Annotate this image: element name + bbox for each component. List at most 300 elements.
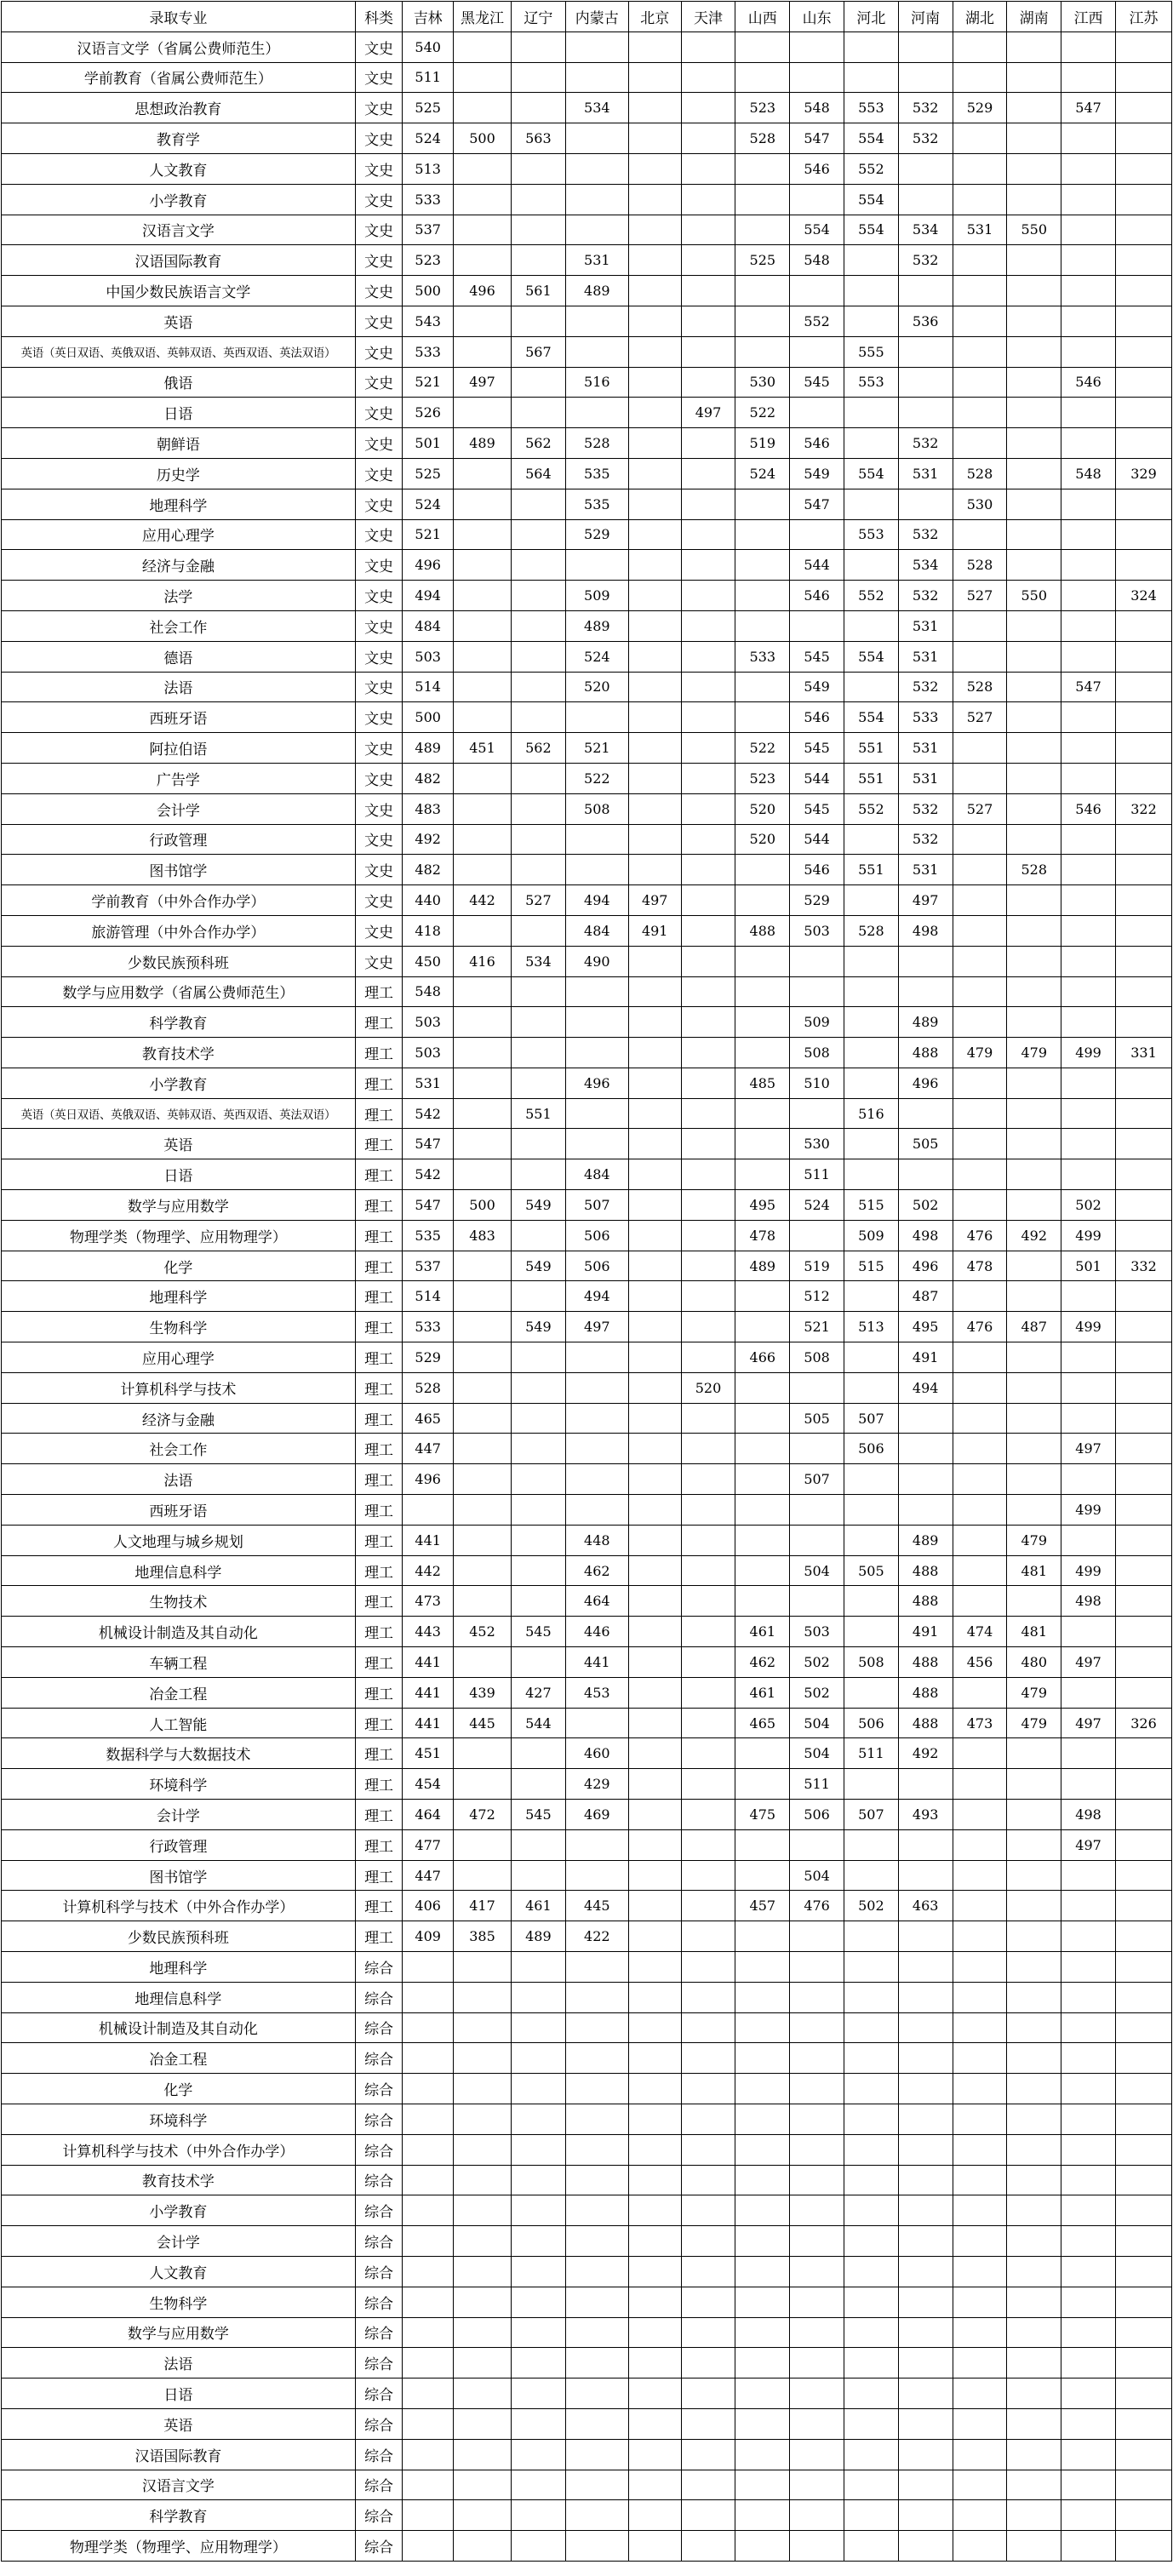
- major-cell: 科学教育: [2, 2500, 356, 2531]
- score-cell: [735, 702, 790, 733]
- score-cell: [681, 1769, 735, 1800]
- score-cell: [844, 2012, 898, 2043]
- score-cell: 505: [898, 1129, 953, 1159]
- score-cell: [628, 1769, 681, 1800]
- major-cell: 化学: [2, 2074, 356, 2104]
- score-cell: 499: [1061, 1495, 1116, 1526]
- score-cell: [1061, 306, 1116, 336]
- major-cell: 汉语言文学: [2, 2470, 356, 2500]
- score-cell: 532: [898, 672, 953, 702]
- score-cell: 447: [403, 1434, 454, 1464]
- column-header-province: 内蒙古: [565, 2, 628, 32]
- score-cell: [1061, 1464, 1116, 1495]
- score-cell: [454, 153, 512, 184]
- score-cell: [1007, 1372, 1061, 1403]
- score-cell: [844, 1068, 898, 1098]
- score-cell: [628, 1708, 681, 1738]
- score-cell: [1007, 489, 1061, 519]
- score-cell: [681, 1982, 735, 2012]
- score-cell: [1115, 1495, 1171, 1526]
- score-cell: [1115, 276, 1171, 306]
- score-cell: [681, 2134, 735, 2165]
- category-cell: 理工: [355, 976, 403, 1007]
- score-cell: [844, 1007, 898, 1038]
- score-cell: [1115, 855, 1171, 885]
- score-cell: 488: [898, 1586, 953, 1617]
- score-cell: 510: [790, 1068, 844, 1098]
- score-cell: [953, 824, 1007, 855]
- score-cell: 551: [511, 1098, 565, 1129]
- score-cell: [511, 2165, 565, 2195]
- score-cell: 488: [898, 1038, 953, 1068]
- table-row: [2, 672, 1172, 702]
- score-cell: 520: [735, 824, 790, 855]
- score-cell: [735, 1007, 790, 1038]
- score-cell: [511, 2348, 565, 2379]
- score-cell: 492: [898, 1738, 953, 1769]
- score-cell: [898, 2195, 953, 2226]
- score-cell: [511, 1525, 565, 1555]
- score-cell: 567: [511, 336, 565, 367]
- score-cell: [681, 1312, 735, 1342]
- category-cell: 文史: [355, 855, 403, 885]
- score-cell: [1007, 1860, 1061, 1891]
- score-cell: 542: [403, 1098, 454, 1129]
- score-cell: [898, 1829, 953, 1860]
- score-cell: 537: [403, 215, 454, 245]
- table-row: [2, 1312, 1172, 1342]
- score-cell: [511, 610, 565, 641]
- score-cell: [681, 1342, 735, 1373]
- score-cell: [454, 2500, 512, 2531]
- score-cell: [1061, 2470, 1116, 2500]
- score-cell: [565, 2256, 628, 2287]
- score-cell: [511, 702, 565, 733]
- category-cell: 文史: [355, 123, 403, 154]
- score-cell: [1115, 367, 1171, 398]
- score-cell: [511, 2439, 565, 2470]
- column-header-province: 山东: [790, 2, 844, 32]
- score-cell: [681, 581, 735, 611]
- score-cell: [735, 1281, 790, 1312]
- score-cell: 533: [403, 336, 454, 367]
- score-cell: 553: [844, 367, 898, 398]
- score-cell: [628, 2012, 681, 2043]
- score-cell: [790, 976, 844, 1007]
- score-cell: 500: [403, 276, 454, 306]
- score-cell: 552: [844, 581, 898, 611]
- score-cell: [628, 610, 681, 641]
- score-cell: [1007, 1098, 1061, 1129]
- score-cell: [1115, 245, 1171, 276]
- score-cell: 531: [898, 855, 953, 885]
- score-cell: [628, 367, 681, 398]
- score-cell: [511, 215, 565, 245]
- table-row: [2, 2043, 1172, 2074]
- score-cell: [735, 2470, 790, 2500]
- score-cell: [511, 2074, 565, 2104]
- score-cell: 502: [790, 1677, 844, 1708]
- score-cell: 531: [898, 641, 953, 672]
- major-cell: 机械设计制造及其自动化: [2, 1617, 356, 1647]
- score-cell: [898, 1098, 953, 1129]
- score-cell: 498: [898, 915, 953, 946]
- score-cell: 457: [735, 1891, 790, 1921]
- score-cell: 485: [735, 1068, 790, 1098]
- score-cell: [735, 1495, 790, 1526]
- score-cell: [953, 2165, 1007, 2195]
- major-cell: 人文教育: [2, 153, 356, 184]
- score-cell: [735, 581, 790, 611]
- score-cell: 503: [790, 1617, 844, 1647]
- category-cell: 综合: [355, 2043, 403, 2074]
- score-cell: 496: [898, 1068, 953, 1098]
- score-cell: [628, 1190, 681, 1221]
- category-cell: 文史: [355, 367, 403, 398]
- score-cell: [953, 2531, 1007, 2562]
- admission-scores-table: [1, 1, 1172, 2562]
- score-cell: 524: [403, 123, 454, 154]
- score-cell: 554: [844, 215, 898, 245]
- score-cell: [681, 1495, 735, 1526]
- score-cell: [681, 2348, 735, 2379]
- score-cell: [565, 1372, 628, 1403]
- score-cell: [565, 2439, 628, 2470]
- score-cell: [1115, 2317, 1171, 2348]
- category-cell: 综合: [355, 2348, 403, 2379]
- score-cell: [1007, 2379, 1061, 2409]
- major-cell: 小学教育: [2, 184, 356, 215]
- score-cell: 506: [565, 1251, 628, 1281]
- score-cell: [953, 1677, 1007, 1708]
- score-cell: [790, 2287, 844, 2317]
- score-cell: [953, 1129, 1007, 1159]
- score-cell: [790, 2043, 844, 2074]
- score-cell: [1115, 1190, 1171, 1221]
- major-cell: 阿拉伯语: [2, 733, 356, 764]
- score-cell: [511, 1982, 565, 2012]
- score-cell: [953, 1555, 1007, 1586]
- score-cell: [681, 550, 735, 581]
- major-cell: 数学与应用数学（省属公费师范生）: [2, 976, 356, 1007]
- score-cell: [953, 1190, 1007, 1221]
- table-row: [2, 793, 1172, 824]
- score-cell: [628, 1312, 681, 1342]
- major-cell: 汉语言文学: [2, 215, 356, 245]
- score-cell: [628, 793, 681, 824]
- score-cell: [1115, 885, 1171, 916]
- score-cell: 506: [844, 1708, 898, 1738]
- table-row: [2, 1617, 1172, 1647]
- score-cell: [1115, 336, 1171, 367]
- major-cell: 人文地理与城乡规划: [2, 1525, 356, 1555]
- score-cell: [628, 276, 681, 306]
- score-cell: [1061, 519, 1116, 550]
- score-cell: [628, 1007, 681, 1038]
- category-cell: 综合: [355, 2134, 403, 2165]
- score-cell: [1115, 1555, 1171, 1586]
- score-cell: [681, 1586, 735, 1617]
- major-cell: 法学: [2, 581, 356, 611]
- score-cell: 441: [403, 1647, 454, 1678]
- score-cell: 545: [511, 1800, 565, 1830]
- score-cell: [403, 2348, 454, 2379]
- score-cell: [511, 1434, 565, 1464]
- score-cell: [953, 885, 1007, 916]
- score-cell: [681, 855, 735, 885]
- category-cell: 理工: [355, 1860, 403, 1891]
- score-cell: [511, 1281, 565, 1312]
- score-cell: [454, 2165, 512, 2195]
- score-cell: [898, 1434, 953, 1464]
- category-cell: 综合: [355, 2256, 403, 2287]
- score-cell: [735, 2531, 790, 2562]
- score-cell: [454, 2348, 512, 2379]
- score-cell: [790, 2408, 844, 2439]
- score-cell: [1007, 1982, 1061, 2012]
- score-cell: [565, 2470, 628, 2500]
- major-cell: 地理信息科学: [2, 1982, 356, 2012]
- score-cell: [953, 123, 1007, 154]
- category-cell: 文史: [355, 153, 403, 184]
- table-row: [2, 1495, 1172, 1526]
- score-cell: [1007, 1800, 1061, 1830]
- score-cell: 481: [1007, 1555, 1061, 1586]
- score-cell: 487: [1007, 1312, 1061, 1342]
- score-cell: 563: [511, 123, 565, 154]
- score-cell: [565, 2195, 628, 2226]
- score-cell: [844, 824, 898, 855]
- score-cell: [953, 2226, 1007, 2257]
- score-cell: 439: [454, 1677, 512, 1708]
- major-cell: 旅游管理（中外合作办学）: [2, 915, 356, 946]
- score-cell: 497: [898, 885, 953, 916]
- score-cell: [735, 306, 790, 336]
- score-cell: [681, 1038, 735, 1068]
- score-cell: [1115, 2287, 1171, 2317]
- score-cell: 441: [565, 1647, 628, 1678]
- score-cell: [454, 1372, 512, 1403]
- score-cell: [790, 2074, 844, 2104]
- score-cell: [454, 1464, 512, 1495]
- category-cell: 综合: [355, 2379, 403, 2409]
- score-cell: [1007, 824, 1061, 855]
- score-cell: 549: [511, 1312, 565, 1342]
- score-cell: 562: [511, 733, 565, 764]
- major-cell: 环境科学: [2, 2104, 356, 2134]
- table-row: [2, 2226, 1172, 2257]
- table-row: [2, 763, 1172, 793]
- score-cell: [1007, 1251, 1061, 1281]
- score-cell: [681, 824, 735, 855]
- score-cell: [844, 2470, 898, 2500]
- score-cell: [511, 489, 565, 519]
- table-row: [2, 1190, 1172, 1221]
- score-cell: [1115, 2043, 1171, 2074]
- score-cell: [1115, 1769, 1171, 1800]
- score-cell: [1061, 153, 1116, 184]
- table-row: [2, 1982, 1172, 2012]
- score-cell: 506: [844, 1434, 898, 1464]
- score-cell: [511, 1769, 565, 1800]
- score-cell: [1061, 123, 1116, 154]
- score-cell: [790, 2256, 844, 2287]
- score-cell: [511, 2531, 565, 2562]
- score-cell: [454, 2074, 512, 2104]
- major-cell: 社会工作: [2, 610, 356, 641]
- score-cell: [454, 519, 512, 550]
- category-cell: 文史: [355, 184, 403, 215]
- score-cell: 484: [565, 1159, 628, 1190]
- score-cell: [628, 2500, 681, 2531]
- score-cell: [790, 1829, 844, 1860]
- score-cell: [1061, 1342, 1116, 1373]
- score-cell: [844, 1921, 898, 1952]
- score-cell: [844, 489, 898, 519]
- score-cell: [1061, 2012, 1116, 2043]
- table-row: [2, 2195, 1172, 2226]
- score-cell: [1061, 1098, 1116, 1129]
- score-cell: [628, 1281, 681, 1312]
- score-cell: [953, 398, 1007, 428]
- score-cell: 524: [565, 641, 628, 672]
- score-cell: [511, 93, 565, 123]
- score-cell: 464: [403, 1800, 454, 1830]
- score-cell: [953, 1007, 1007, 1038]
- table-row: [2, 489, 1172, 519]
- score-cell: [681, 276, 735, 306]
- score-cell: [898, 336, 953, 367]
- score-cell: 537: [403, 1251, 454, 1281]
- score-cell: [790, 2500, 844, 2531]
- score-cell: [1061, 2531, 1116, 2562]
- category-cell: 理工: [355, 1677, 403, 1708]
- score-cell: [681, 489, 735, 519]
- category-cell: 文史: [355, 793, 403, 824]
- table-row: [2, 2470, 1172, 2500]
- table-row: [2, 306, 1172, 336]
- score-cell: 489: [735, 1251, 790, 1281]
- score-cell: 504: [790, 1708, 844, 1738]
- score-cell: 329: [1115, 458, 1171, 489]
- score-cell: [511, 2104, 565, 2134]
- score-cell: 488: [735, 915, 790, 946]
- score-cell: [1061, 2165, 1116, 2195]
- score-cell: [1007, 2439, 1061, 2470]
- score-cell: [1061, 976, 1116, 1007]
- score-cell: [844, 276, 898, 306]
- score-cell: [681, 1190, 735, 1221]
- score-cell: 504: [790, 1555, 844, 1586]
- score-cell: [565, 306, 628, 336]
- score-cell: [953, 2256, 1007, 2287]
- score-cell: [628, 2287, 681, 2317]
- score-cell: [511, 1403, 565, 1434]
- score-cell: 495: [898, 1312, 953, 1342]
- score-cell: [1007, 2226, 1061, 2257]
- score-cell: 489: [511, 1921, 565, 1952]
- score-cell: [1115, 2348, 1171, 2379]
- score-cell: [511, 1068, 565, 1098]
- score-cell: [898, 976, 953, 1007]
- score-cell: [565, 336, 628, 367]
- score-cell: 505: [844, 1555, 898, 1586]
- score-cell: [511, 2287, 565, 2317]
- score-cell: [681, 2256, 735, 2287]
- score-cell: 511: [790, 1159, 844, 1190]
- score-cell: 489: [898, 1525, 953, 1555]
- score-cell: [628, 2408, 681, 2439]
- score-cell: 523: [735, 93, 790, 123]
- score-cell: [953, 367, 1007, 398]
- major-cell: 行政管理: [2, 824, 356, 855]
- score-cell: [1115, 1129, 1171, 1159]
- score-cell: [1007, 733, 1061, 764]
- category-cell: 文史: [355, 702, 403, 733]
- major-cell: 经济与金融: [2, 1403, 356, 1434]
- score-cell: [1115, 702, 1171, 733]
- major-cell: 思想政治教育: [2, 93, 356, 123]
- score-cell: 511: [844, 1738, 898, 1769]
- score-cell: 497: [681, 398, 735, 428]
- score-cell: [844, 2531, 898, 2562]
- score-cell: [953, 733, 1007, 764]
- score-cell: [681, 1555, 735, 1586]
- score-cell: 532: [898, 123, 953, 154]
- major-cell: 应用心理学: [2, 1342, 356, 1373]
- score-cell: [1007, 641, 1061, 672]
- score-cell: 544: [790, 550, 844, 581]
- table-row: [2, 2500, 1172, 2531]
- score-cell: 561: [511, 276, 565, 306]
- category-cell: 文史: [355, 458, 403, 489]
- score-cell: [735, 2317, 790, 2348]
- score-cell: [511, 793, 565, 824]
- score-cell: 548: [403, 976, 454, 1007]
- score-cell: [681, 428, 735, 459]
- category-cell: 综合: [355, 2074, 403, 2104]
- score-cell: [735, 855, 790, 885]
- score-cell: 508: [790, 1038, 844, 1068]
- score-cell: [1115, 2074, 1171, 2104]
- major-cell: 冶金工程: [2, 2043, 356, 2074]
- score-cell: [403, 2134, 454, 2165]
- score-cell: [953, 2379, 1007, 2409]
- score-cell: [735, 1312, 790, 1342]
- score-cell: [628, 398, 681, 428]
- score-cell: 441: [403, 1525, 454, 1555]
- score-cell: [565, 1952, 628, 1983]
- score-cell: [844, 62, 898, 93]
- score-cell: 489: [898, 1007, 953, 1038]
- score-cell: [681, 2470, 735, 2500]
- score-cell: [511, 2317, 565, 2348]
- score-cell: 461: [511, 1891, 565, 1921]
- score-cell: [1007, 245, 1061, 276]
- score-cell: [735, 2165, 790, 2195]
- score-cell: [1115, 31, 1171, 62]
- category-cell: 理工: [355, 1159, 403, 1190]
- major-cell: 俄语: [2, 367, 356, 398]
- score-cell: [565, 398, 628, 428]
- score-cell: [681, 245, 735, 276]
- score-cell: [454, 1829, 512, 1860]
- score-cell: 496: [403, 550, 454, 581]
- score-cell: 532: [898, 428, 953, 459]
- score-cell: [1061, 824, 1116, 855]
- major-cell: 法语: [2, 1464, 356, 1495]
- score-cell: 534: [565, 93, 628, 123]
